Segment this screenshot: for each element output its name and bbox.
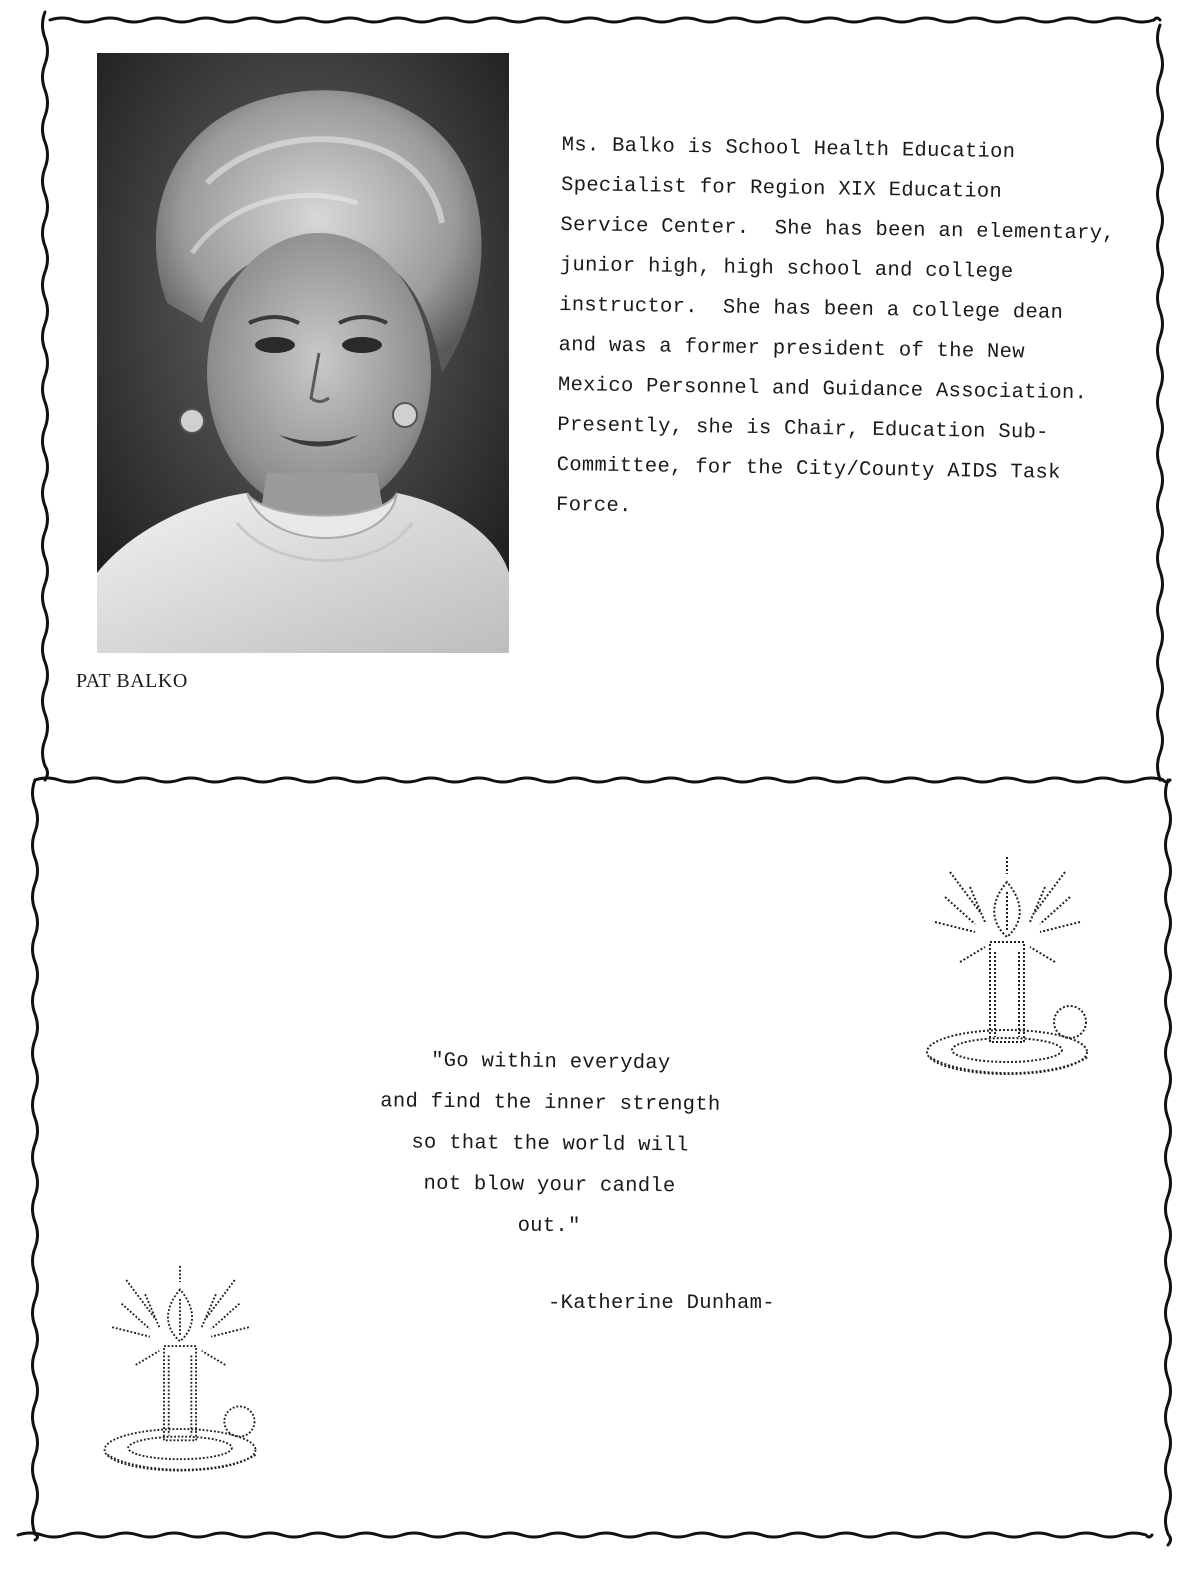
portrait-photo (97, 53, 509, 653)
candle-icon-bottom-left (98, 1252, 263, 1492)
portrait-photo-icon (97, 53, 509, 653)
bio-line: Presently, she is Chair, Education Sub- (557, 413, 1049, 445)
quote-attribution: -Katherine Dunham- (548, 1292, 775, 1315)
quote-line: out." (517, 1214, 581, 1239)
quote-line: "Go within everyday (431, 1049, 671, 1076)
bio-line: Service Center. She has been an elementary, (560, 213, 1116, 246)
bio-line: Ms. Balko is School Health Education (561, 133, 1016, 165)
bio-line: and was a former president of the New (558, 333, 1025, 365)
bio-line: Mexico Personnel and Guidance Association. (557, 373, 1088, 406)
bio-line: junior high, high school and college (559, 253, 1014, 285)
photo-caption: PAT BALKO (76, 670, 188, 692)
bio-paragraph (556, 126, 1172, 536)
border-bottom (18, 1533, 1152, 1537)
candle-icon (98, 1252, 263, 1492)
border-top (50, 18, 1160, 22)
bio-line: Force. (555, 493, 632, 519)
quote-block (299, 1039, 801, 1249)
border-left-bottom (33, 780, 38, 1540)
border-right-bottom (1166, 780, 1171, 1545)
quote-line: so that the world will (411, 1131, 689, 1158)
candle-icon (920, 852, 1095, 1087)
border-middle (35, 778, 1170, 782)
bio-line: Specialist for Region XIX Education (560, 173, 1003, 204)
border-left-top (43, 12, 48, 780)
quote-line: and find the inner strength (380, 1090, 721, 1117)
bio-line: Committee, for the City/County AIDS Task (556, 453, 1061, 485)
quote-line: not blow your candle (423, 1172, 676, 1199)
candle-icon-top-right (920, 852, 1095, 1087)
bio-line: instructor. She has been a college dean (558, 293, 1064, 325)
